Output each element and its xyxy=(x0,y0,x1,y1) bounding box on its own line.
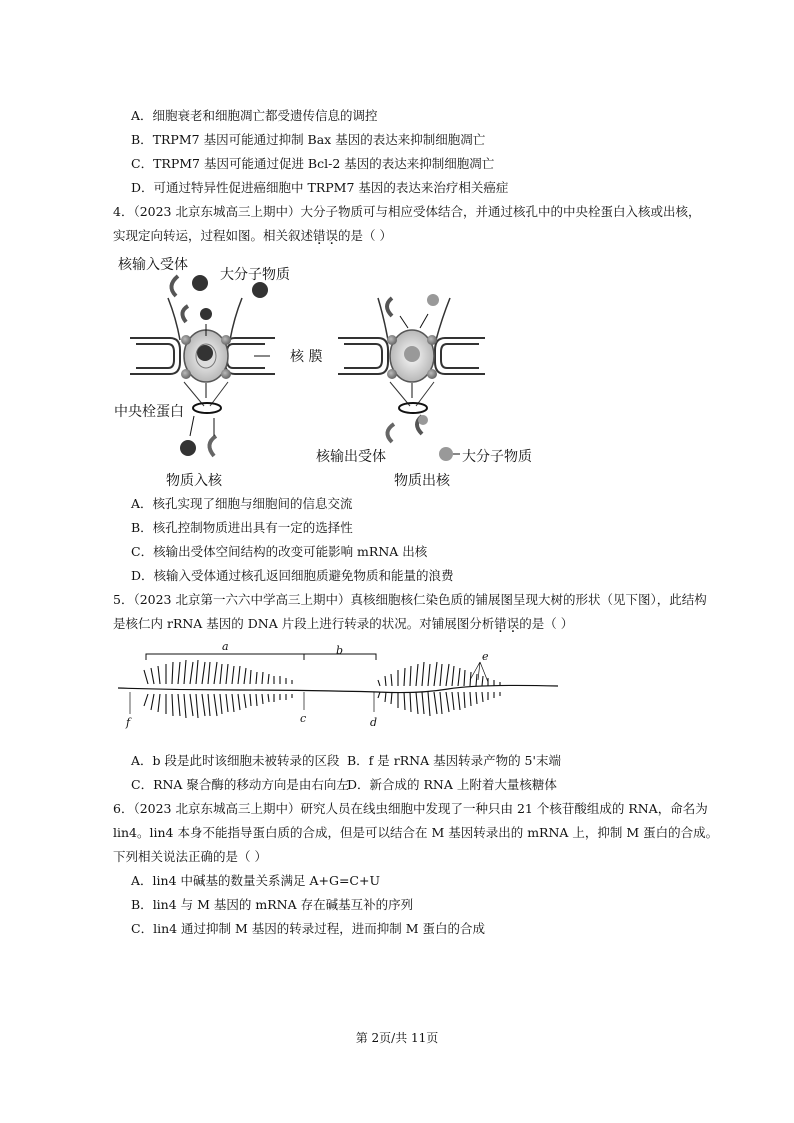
q6-stem-line1: 6．（2023 北京东城高三上期中）研究人员在线虫细胞中发现了一种只由 21 个核苷酸组成的 RNA，命名为 xyxy=(113,801,708,816)
q5-stem-line2: 是核仁内 rRNA 基因的 DNA 片段上进行转录的状况。对铺展图分析错误的是（ ） xyxy=(113,616,574,631)
label-macromolecule-top: 大分子物质 xyxy=(220,267,290,283)
q5-option-b: B．f 是 rRNA 基因转录产物的 5'末端 xyxy=(347,753,561,768)
q5-option-c: C．RNA 聚合酶的移动方向是由右向左 xyxy=(131,777,349,792)
q4-stem-line1: 4．（2023 北京东城高三上期中）大分子物质可与相应受体结合，并通过核孔中的中央栓蛋白入核或出核， xyxy=(113,204,701,219)
label-f: f xyxy=(126,716,131,729)
rrna-spread-figure xyxy=(118,640,558,744)
label-import-receptor: 核输入受体 xyxy=(118,257,188,273)
q6-stem-line2: lin4。lin4 本身不能指导蛋白质的合成，但是可以结合在 M 基因转录出的 mRNA 上，抑制 M 蛋白的合成。 xyxy=(113,825,719,840)
q6-option-c: C．lin4 通过抑制 M 基因的转录过程，进而抑制 M 蛋白的合成 xyxy=(131,921,486,936)
label-d: d xyxy=(370,716,378,729)
label-c: c xyxy=(300,712,307,725)
label-macromolecule-bottom: 大分子物质 xyxy=(462,449,532,465)
q4-option-d: D．核输入受体通过核孔返回细胞质避免物质和能量的浪费 xyxy=(131,568,454,583)
q3-option-c: C．TRPM7 基因可能通过促进 Bcl-2 基因的表达来抑制细胞凋亡 xyxy=(131,156,495,171)
q6-option-b: B．lin4 与 M 基因的 mRNA 存在碱基互补的序列 xyxy=(131,897,414,912)
q5-stem-line1: 5．（2023 北京第一六六中学高三上期中）真核细胞核仁染色质的铺展图呈现大树的形状（见下图），此结构 xyxy=(113,592,707,607)
q5-option-d: D．新合成的 RNA 上附着大量核糖体 xyxy=(347,777,557,792)
label-import-caption: 物质入核 xyxy=(166,473,222,489)
label-b: b xyxy=(336,644,344,657)
nuclear-pore-figure xyxy=(110,248,560,492)
label-export-caption: 物质出核 xyxy=(394,473,450,489)
label-export-receptor: 核输出受体 xyxy=(316,449,386,465)
q4-stem-line2: 实现定向转运，过程如图。相关叙述错误的是（ ） xyxy=(113,228,393,243)
label-central-plug: 中央栓蛋白 xyxy=(114,404,184,420)
q5-option-a: A．b 段是此时该细胞未被转录的区段 xyxy=(131,753,340,768)
q4-option-a: A．核孔实现了细胞与细胞间的信息交流 xyxy=(131,496,353,511)
q3-option-a: A．细胞衰老和细胞凋亡都受遗传信息的调控 xyxy=(131,108,378,123)
q4-option-c: C．核输出受体空间结构的改变可能影响 mRNA 出核 xyxy=(131,544,428,559)
page-number: 第 2页/共 11页 xyxy=(355,1031,439,1045)
q6-stem-line3: 下列相关说法正确的是（ ） xyxy=(113,849,267,864)
q3-option-d: D．可通过特异性促进癌细胞中 TRPM7 基因的表达来治疗相关癌症 xyxy=(131,180,509,195)
q6-option-a: A．lin4 中碱基的数量关系满足 A+G=C+U xyxy=(131,873,381,888)
label-a: a xyxy=(222,640,229,653)
q4-option-b: B．核孔控制物质进出具有一定的选择性 xyxy=(131,520,353,535)
label-nuclear-membrane: 核 膜 xyxy=(290,349,323,365)
label-e: e xyxy=(482,650,489,663)
q3-option-b: B．TRPM7 基因可能通过抑制 Bax 基因的表达来抑制细胞凋亡 xyxy=(131,132,486,147)
